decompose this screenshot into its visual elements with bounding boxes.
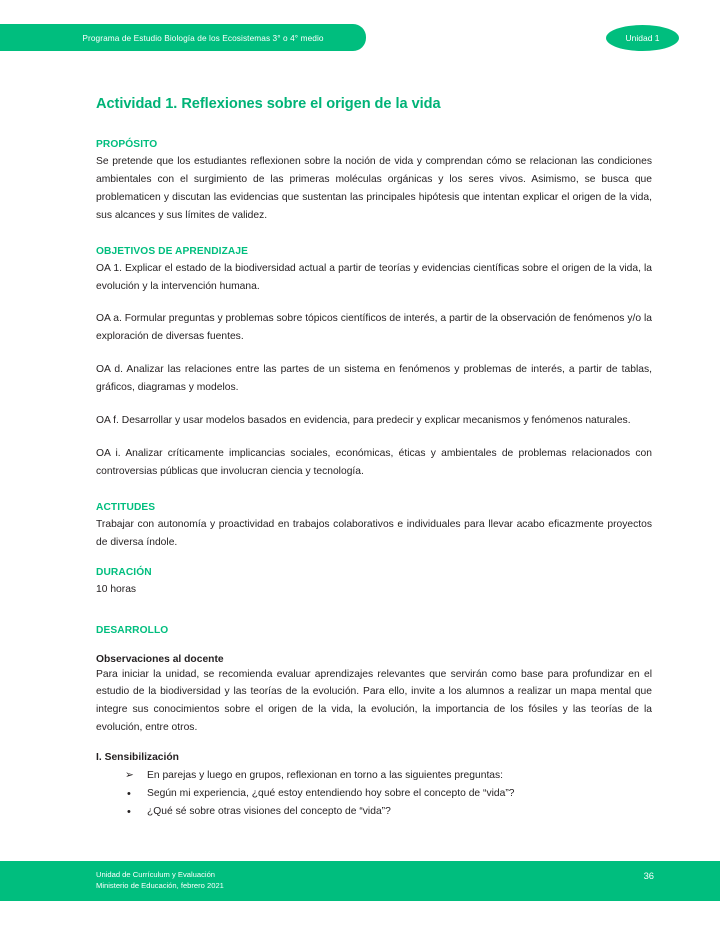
section-objetivos: [96, 246, 652, 481]
page-number: 36: [643, 870, 654, 881]
document-footer-bar: [0, 861, 720, 901]
dot-bullet-icon: •: [127, 805, 131, 818]
spacer: [96, 737, 652, 752]
list-item: [96, 803, 652, 821]
spacer: [96, 552, 652, 567]
spacer: [96, 481, 652, 502]
dot-bullet-icon: •: [127, 787, 131, 800]
document-header-bar: [0, 24, 366, 51]
section-heading-objetivos: OBJETIVOS DE APRENDIZAJE: [96, 245, 249, 257]
duracion-text: 10 horas: [96, 583, 137, 595]
section-desarrollo: [96, 625, 652, 821]
page-title: Actividad 1. Reflexiones sobre el origen de la vida: [96, 96, 441, 112]
objetivo-item: OA 1. Explicar el estado de la biodiversidad actual a partir de teorías y evidencias científicas sobre el origen de la vida, la evolución y la intervención humana.: [96, 262, 652, 292]
spacer: [96, 397, 652, 412]
spacer: [96, 639, 652, 654]
section-heading-desarrollo: DESARROLLO: [96, 624, 169, 636]
unit-badge-label: Unidad 1: [625, 33, 660, 43]
objetivo-item: OA f. Desarrollar y usar modelos basados en evidencia, para predecir y explicar mecanismos y fenómenos naturales.: [96, 415, 631, 427]
list-item: [96, 767, 652, 785]
unit-badge: [606, 25, 679, 51]
sensibilizacion-block: [96, 752, 652, 820]
section-heading-actitudes: ACTITUDES: [96, 501, 156, 513]
spacer: [96, 225, 652, 246]
list-item-text: En parejas y luego en grupos, reflexionan en torno a las siguientes preguntas:: [147, 770, 504, 782]
objetivo-item: OA i. Analizar críticamente implicancias sociales, económicas, éticas y ambientales de problemas relacionados con controversias públicas que involucran ciencia y tecnología.: [96, 447, 652, 477]
section-proposito: [96, 139, 652, 225]
footer-line-2: Ministerio de Educación, febrero 2021: [96, 881, 224, 891]
actitudes-text: Trabajar con autonomía y proactividad en trabajos colaborativos e individuales para llevar acabo eficazmente proyectos de diversa índole.: [96, 518, 652, 548]
spacer: [96, 346, 652, 361]
list-item-text: ¿Qué sé sobre otras visiones del concepto de “vida”?: [147, 805, 391, 817]
section-heading-proposito: PROPÓSITO: [96, 139, 158, 150]
section-duracion: [96, 567, 652, 599]
page-content: [96, 96, 652, 820]
objetivo-item: OA d. Analizar las relaciones entre las partes de un sistema en fenómenos y problemas de interés, a partir de tablas, gráficos, diagramas y modelos.: [96, 364, 652, 394]
list-item-text: Según mi experiencia, ¿qué estoy entendiendo hoy sobre el concepto de “vida”?: [147, 787, 515, 799]
program-title-label: Programa de Estudio Biología de los Ecosistemas 3° o 4° medio: [82, 32, 324, 43]
arrow-bullet-icon: ➢: [125, 770, 134, 782]
list-item: [96, 785, 652, 803]
subheading-observaciones: Observaciones al docente: [96, 653, 224, 665]
objetivo-item: OA a. Formular preguntas y problemas sobre tópicos científicos de interés, a partir de la observación de fenómenos y/o la exploración de diversas fuentes.: [96, 313, 652, 343]
spacer: [96, 430, 652, 445]
section-actitudes: [96, 502, 652, 552]
section-heading-duracion: DURACIÓN: [96, 566, 152, 578]
subheading-sensibilizacion: I. Sensibilización: [96, 752, 179, 764]
spacer: [96, 599, 652, 625]
observaciones-al-docente-block: [96, 654, 652, 738]
proposito-text: Se pretende que los estudiantes reflexionen sobre la noción de vida y comprendan cómo se relacionan las condiciones ambientales con el surgimiento de las primeras moléculas orgánicas y los seres vivos. Asimismo, se busca que problematicen y discutan las evidencias que sustentan las principales hipótesis que intentan explicar el origen de la vida, sus alcances y sus límites de validez.: [96, 156, 652, 221]
footer-organization: [96, 869, 224, 891]
observaciones-text: Para iniciar la unidad, se recomienda evaluar aprendizajes relevantes que servirán como base para profundizar en el estudio de la biodiversidad y las teorías de la evolución. Para ello, invite a los alumnos a realizar un mapa mental que integre sus conocimientos sobre el origen de la vida, la evolución, la importancia de los fósiles y las teorías de la evolución, entre otros.: [96, 668, 652, 734]
sensibilizacion-list: [96, 767, 652, 820]
footer-line-1: Unidad de Currículum y Evaluación: [96, 870, 216, 879]
spacer: [96, 295, 652, 310]
